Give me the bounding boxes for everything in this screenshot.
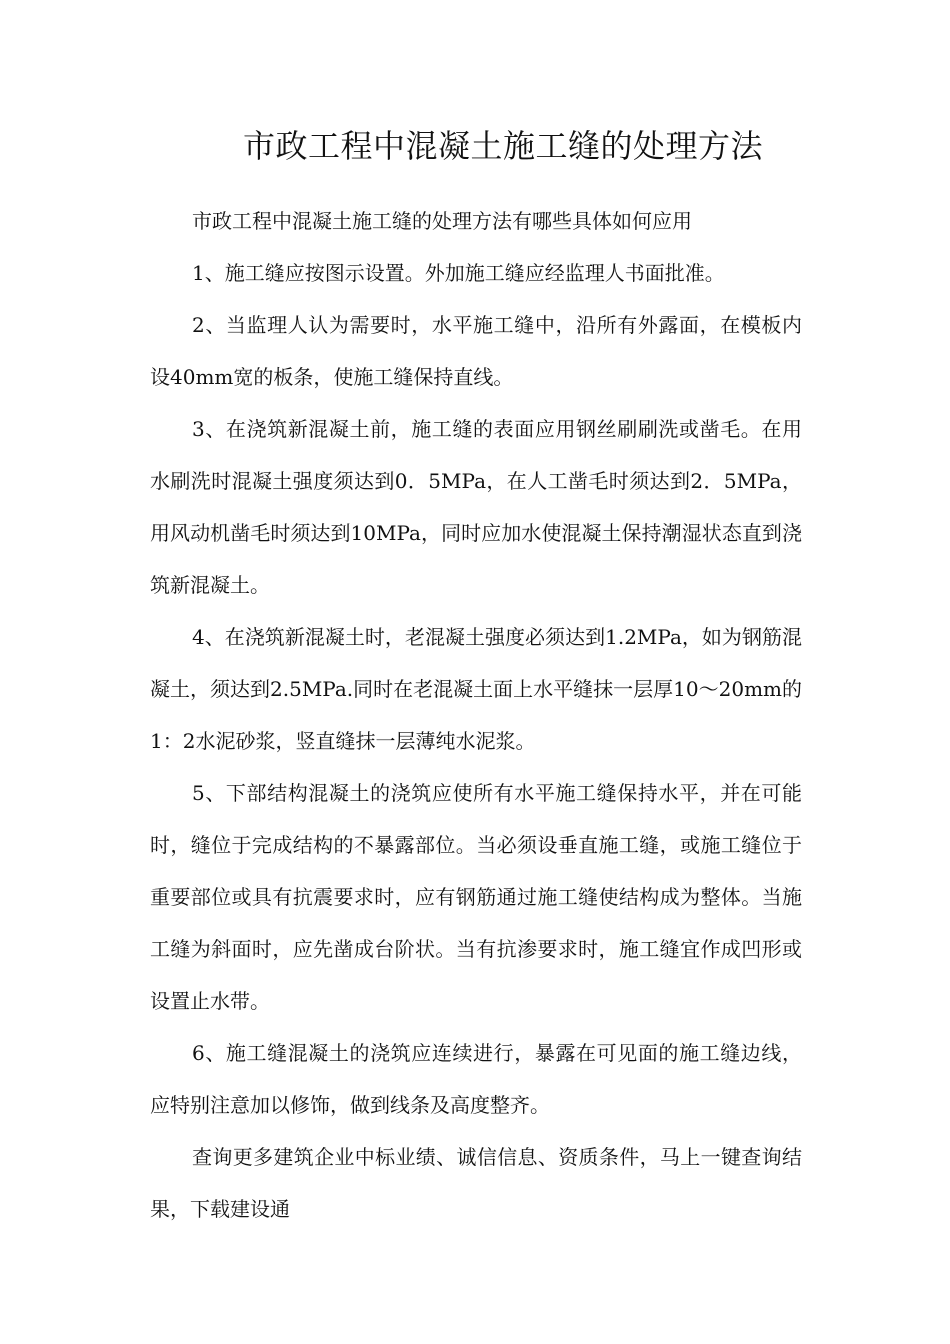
intro-paragraph: 市政工程中混凝土施工缝的处理方法有哪些具体如何应用 xyxy=(192,209,692,233)
paragraph-2: 2、当监理人认为需要时，水平施工缝中，沿所有外露面，在模板内设40mm宽的板条，使施工缝保持直线。 xyxy=(150,313,802,389)
paragraph-3: 3、在浇筑新混凝土前，施工缝的表面应用钢丝刷刷洗或凿毛。在用水刷洗时混凝土强度须达到0．5MPa，在人工凿毛时须达到2．5MPa，用风动机凿毛时须达到10MPa，同时应加水使混凝土保持潮湿状态直到浇筑新混凝土。 xyxy=(150,417,802,597)
closing-paragraph: 查询更多建筑企业中标业绩、诚信信息、资质条件，马上一键查询结果，下载建设通 xyxy=(150,1145,802,1221)
document-title: 市政工程中混凝土施工缝的处理方法 xyxy=(243,127,764,165)
paragraph-1: 1、施工缝应按图示设置。外加施工缝应经监理人书面批准。 xyxy=(192,261,725,285)
paragraph-5: 5、下部结构混凝土的浇筑应使所有水平施工缝保持水平，并在可能时，缝位于完成结构的不暴露部位。当必须设垂直施工缝，或施工缝位于重要部位或具有抗震要求时，应有钢筋通过施工缝使结构成为整体。当施工缝为斜面时，应先凿成台阶状。当有抗渗要求时，施工缝宜作成凹形或设置止水带。 xyxy=(150,781,802,1013)
paragraph-6: 6、施工缝混凝土的浇筑应连续进行，暴露在可见面的施工缝边线，应特别注意加以修饰，做到线条及高度整齐。 xyxy=(150,1041,802,1117)
document-body xyxy=(150,195,802,1235)
paragraph-4: 4、在浇筑新混凝土时，老混凝土强度必须达到1.2MPa，如为钢筋混凝土，须达到2.5MPa.同时在老混凝土面上水平缝抹一层厚10～20mm的1：2水泥砂浆，竖直缝抹一层薄纯水泥浆。 xyxy=(150,625,802,753)
